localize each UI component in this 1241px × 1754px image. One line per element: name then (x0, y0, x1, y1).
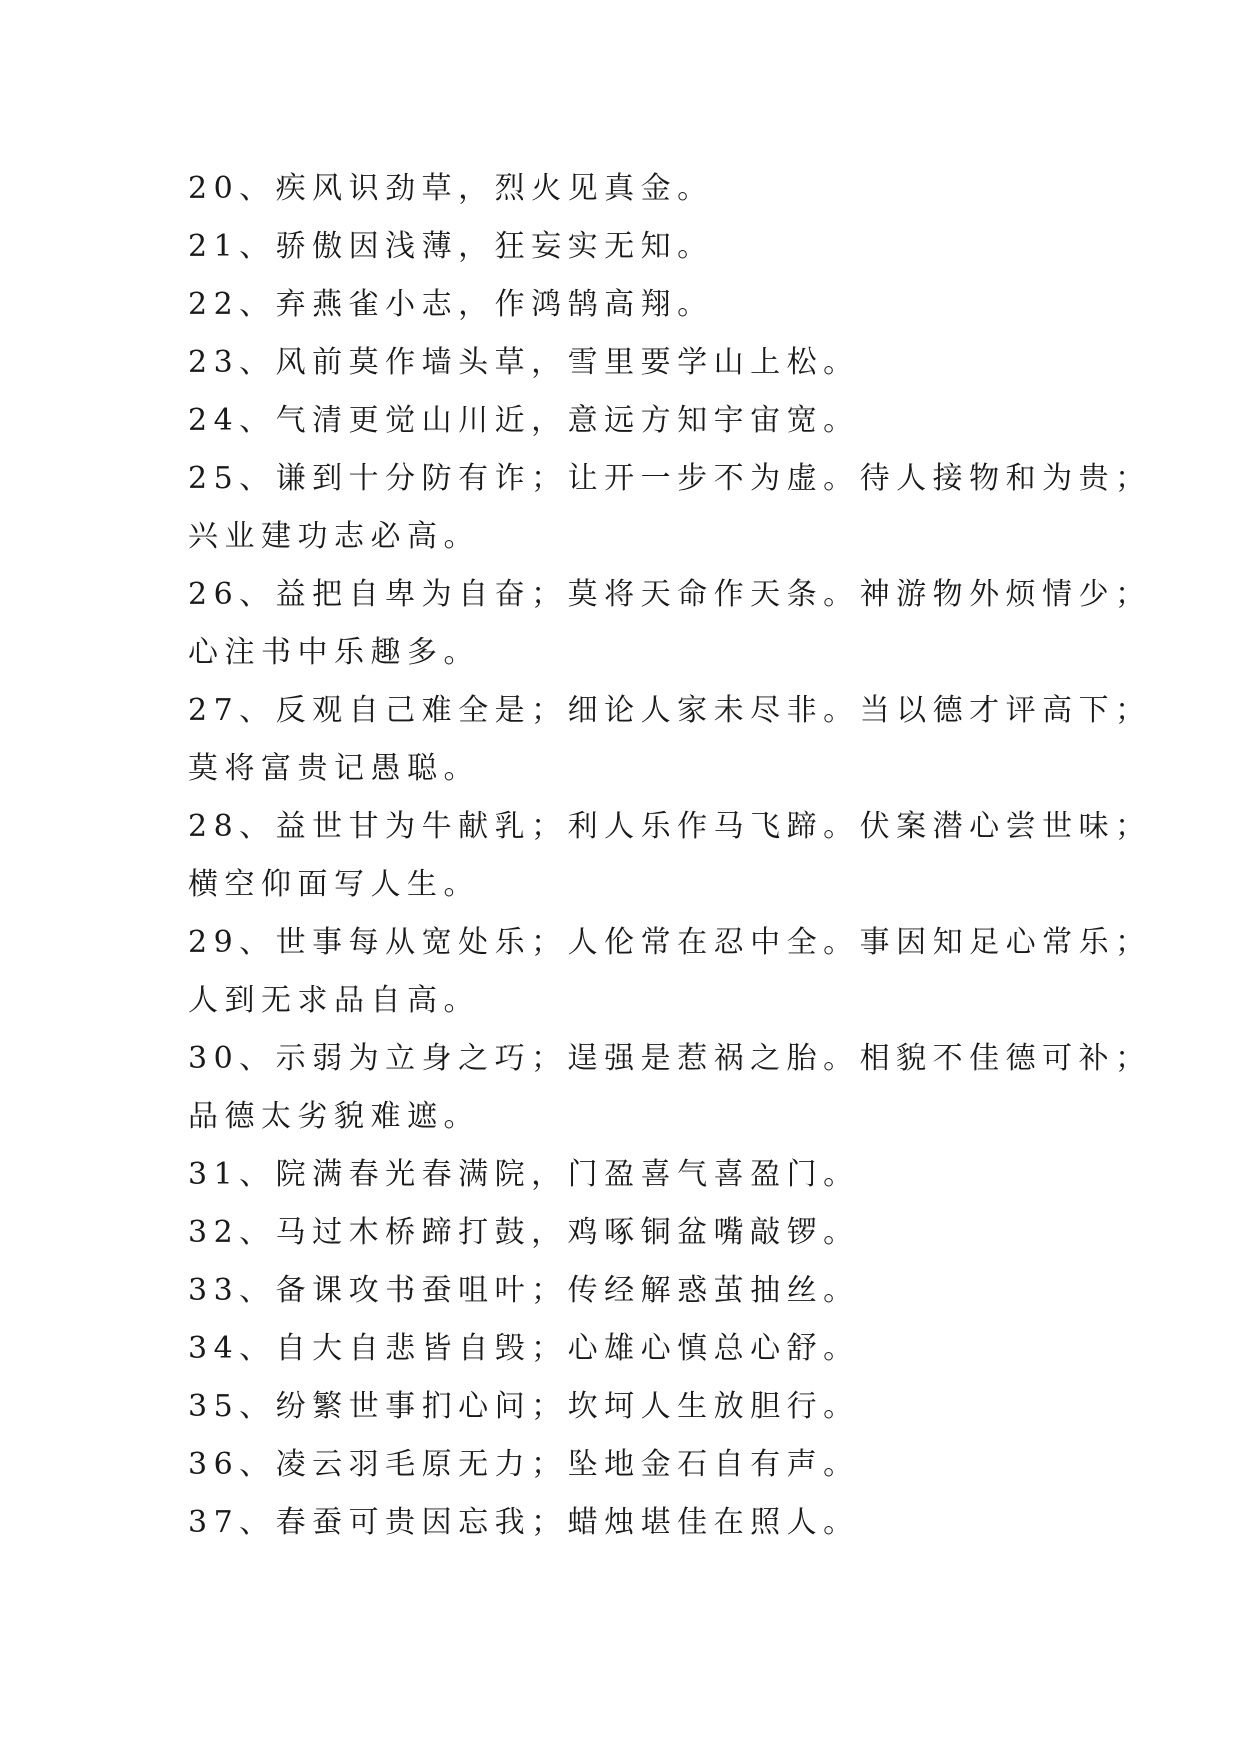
list-item-37: 37、春蚕可贵因忘我；蜡烛堪佳在照人。 (188, 1505, 860, 1540)
list-item-25: 25、谦到十分防有诈；让开一步不为虚。待人接物和为贵； (188, 461, 1152, 496)
list-item-30: 30、示弱为立身之巧；逞强是惹祸之胎。相貌不佳德可补； (188, 1041, 1152, 1076)
list-item-33: 33、备课攻书蚕咀叶；传经解惑茧抽丝。 (188, 1273, 860, 1308)
list-item-20: 20、疾风识劲草，烈火见真金。 (188, 171, 714, 206)
list-item-21: 21、骄傲因浅薄，狂妄实无知。 (188, 229, 714, 264)
list-item-29: 29、世事每从宽处乐；人伦常在忍中全。事因知足心常乐； (188, 925, 1152, 960)
list-item-27: 27、反观自己难全是；细论人家未尽非。当以德才评高下； (188, 693, 1152, 728)
list-item-36: 36、凌云羽毛原无力；坠地金石自有声。 (188, 1447, 860, 1482)
list-item-34: 34、自大自悲皆自毁；心雄心慎总心舒。 (188, 1331, 860, 1366)
list-item-35: 35、纷繁世事扪心问；坎坷人生放胆行。 (188, 1389, 860, 1424)
list-item-26-continued: 心注书中乐趣多。 (188, 635, 480, 670)
list-item-28: 28、益世甘为牛献乳；利人乐作马飞蹄。伏案潜心尝世味； (188, 809, 1152, 844)
document-body (188, 160, 1152, 1552)
list-item-25-continued: 兴业建功志必高。 (188, 519, 480, 554)
list-item-31: 31、院满春光春满院，门盈喜气喜盈门。 (188, 1157, 860, 1192)
list-item-32: 32、马过木桥蹄打鼓，鸡啄铜盆嘴敲锣。 (188, 1215, 860, 1250)
list-item-23: 23、风前莫作墙头草，雪里要学山上松。 (188, 345, 860, 380)
list-item-24: 24、气清更觉山川近，意远方知宇宙宽。 (188, 403, 860, 438)
list-item-30-continued: 品德太劣貌难遮。 (188, 1099, 480, 1134)
list-item-22: 22、弃燕雀小志，作鸿鹄高翔。 (188, 287, 714, 322)
list-item-28-continued: 横空仰面写人生。 (188, 867, 480, 902)
list-item-29-continued: 人到无求品自高。 (188, 983, 480, 1018)
list-item-26: 26、益把自卑为自奋；莫将天命作天条。神游物外烦情少； (188, 577, 1152, 612)
list-item-27-continued: 莫将富贵记愚聪。 (188, 751, 480, 786)
